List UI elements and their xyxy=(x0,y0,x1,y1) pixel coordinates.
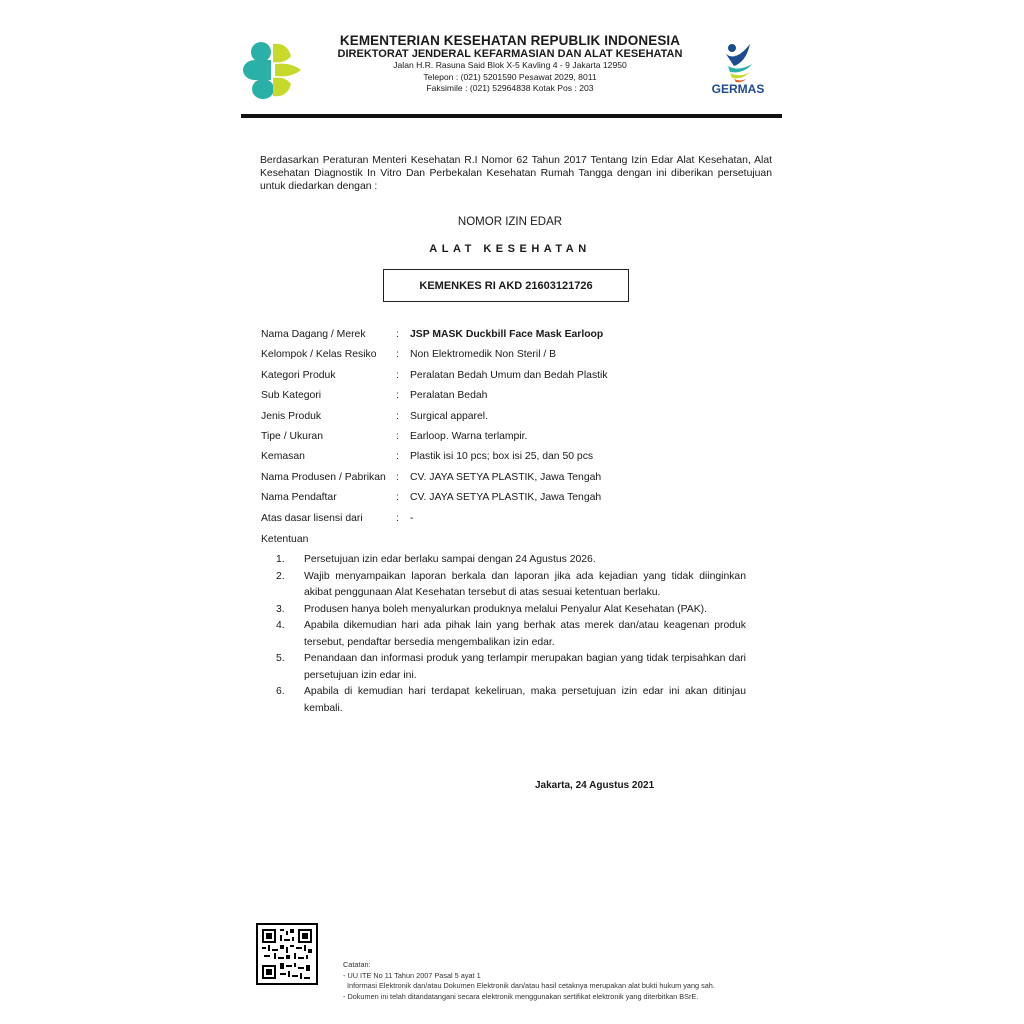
fax-line: Faksimile : (021) 52964838 Kotak Pos : 203 xyxy=(426,83,594,93)
ketentuan-text: Penandaan dan informasi produk yang terlampir merupakan bagian yang tidak terpisahkan dari persetujuan izin edar ini. xyxy=(304,653,746,681)
detail-separator: : xyxy=(396,451,399,463)
ketentuan-text: Persetujuan izin edar berlaku sampai dengan 24 Agustus 2026. xyxy=(304,554,596,565)
footer-note: Informasi Elektronik dan/atau Dokumen Elektronik dan/atau hasil cetaknya merupakan alat bukti hukum yang sah. xyxy=(347,981,715,990)
detail-separator: : xyxy=(396,471,399,483)
letterhead xyxy=(320,34,700,95)
ketentuan-item xyxy=(276,602,746,619)
ketentuan-number: 2. xyxy=(276,570,285,582)
ketentuan-number: 1. xyxy=(276,554,285,565)
address-line: Jalan H.R. Rasuna Said Blok X-5 Kavling 4 - 9 Jakarta 12950 xyxy=(393,60,627,70)
ketentuan-text: Apabila di kemudian hari terdapat kekeliruan, maka persetujuan izin edar ini akan ditinjau kembali. xyxy=(304,686,746,714)
ketentuan-number: 5. xyxy=(276,653,285,664)
ketentuan-title: Ketentuan xyxy=(261,534,309,545)
detail-separator: : xyxy=(396,390,399,402)
detail-row xyxy=(261,349,781,369)
footer-note: - Dokumen ini telah ditandatangani secara elektronik menggunakan sertifikat elektronik yang diterbitkan BSrE. xyxy=(343,991,699,1001)
detail-value: Plastik isi 10 pcs; box isi 25, dan 50 pcs xyxy=(410,451,594,463)
alat-kesehatan-heading: ALAT KESEHATAN xyxy=(429,243,591,255)
detail-value: Peralatan Bedah xyxy=(410,390,488,402)
detail-row xyxy=(261,329,781,349)
qr-code-icon xyxy=(256,923,318,985)
detail-separator: : xyxy=(396,492,399,504)
detail-label: Tipe / Ukuran xyxy=(261,430,323,442)
detail-separator: : xyxy=(396,512,399,524)
detail-label: Kelompok / Kelas Resiko xyxy=(261,349,377,361)
detail-value: Surgical apparel. xyxy=(410,410,488,422)
detail-value: JSP MASK Duckbill Face Mask Earloop xyxy=(410,329,604,340)
akd-number-box xyxy=(383,269,629,302)
footer-note: - UU ITE No 11 Tahun 2007 Pasal 5 ayat 1 xyxy=(343,970,481,980)
ketentuan-item xyxy=(276,552,746,569)
ministry-name: KEMENTERIAN KESEHATAN REPUBLIK INDONESIA xyxy=(339,33,681,48)
detail-label: Kategori Produk xyxy=(261,369,336,381)
detail-row xyxy=(261,411,781,431)
detail-row xyxy=(261,370,781,390)
ketentuan-item xyxy=(276,569,746,602)
detail-label: Nama Produsen / Pabrikan xyxy=(261,471,386,483)
detail-value: Peralatan Bedah Umum dan Bedah Plastik xyxy=(410,369,608,381)
ketentuan-list xyxy=(276,552,746,717)
detail-separator: : xyxy=(396,329,399,340)
product-details xyxy=(261,329,781,533)
detail-value: - xyxy=(410,512,414,524)
ketentuan-number: 4. xyxy=(276,620,285,631)
detail-row xyxy=(261,472,781,492)
germas-label: GERMAS xyxy=(711,82,765,96)
detail-separator: : xyxy=(396,430,399,442)
detail-label: Kemasan xyxy=(261,451,305,463)
place-date: Jakarta, 24 Agustus 2021 xyxy=(535,780,655,791)
ketentuan-text: Wajib menyampaikan laporan berkala dan laporan jika ada kejadian yang tidak diinginkan akibat penggunaan Alat Kesehatan tersebut di atas sesuai ketentuan berlaku. xyxy=(304,570,746,598)
detail-separator: : xyxy=(396,369,399,381)
phone-line: Telepon : (021) 5201590 Pesawat 2029, 8011 xyxy=(423,71,597,82)
detail-label: Nama Pendaftar xyxy=(261,492,337,504)
ketentuan-item xyxy=(276,684,746,717)
footer-notes xyxy=(343,960,783,1002)
ketentuan-text: Apabila dikemudian hari ada pihak lain yang berhak atas merek dan/atau keagenan produk tersebut, pendaftar bersedia mengembalikan izin edar. xyxy=(304,620,746,648)
header-divider xyxy=(241,114,782,118)
detail-label: Jenis Produk xyxy=(261,410,322,422)
detail-row xyxy=(261,431,781,451)
detail-row xyxy=(261,451,781,471)
detail-value: CV. JAYA SETYA PLASTIK, Jawa Tengah xyxy=(410,471,602,483)
detail-separator: : xyxy=(396,410,399,422)
directorate-name: DIREKTORAT JENDERAL KEFARMASIAN DAN ALAT KESEHATAN xyxy=(337,48,683,60)
detail-row xyxy=(261,513,781,533)
ketentuan-number: 6. xyxy=(276,686,285,697)
ketentuan-number: 3. xyxy=(276,603,285,615)
akd-number: KEMENKES RI AKD 21603121726 xyxy=(419,279,593,292)
detail-separator: : xyxy=(396,349,399,361)
intro-paragraph: Berdasarkan Peraturan Menteri Kesehatan R.I Nomor 62 Tahun 2017 Tentang Izin Edar Alat Kesehatan, Alat Kesehatan Diagnostik In Vitro Dan Perbekalan Kesehatan Rumah Tangga dengan ini diberikan persetujuan untuk diedarkan dengan : xyxy=(260,155,772,192)
detail-label: Nama Dagang / Merek xyxy=(261,329,366,340)
detail-label: Atas dasar lisensi dari xyxy=(261,512,363,524)
ketentuan-item xyxy=(276,618,746,651)
detail-value: Non Elektromedik Non Steril / B xyxy=(410,349,557,361)
detail-label: Sub Kategori xyxy=(261,390,322,402)
kemenkes-logo-icon xyxy=(243,38,305,102)
ketentuan-text: Produsen hanya boleh menyalurkan produknya melalui Penyalur Alat Kesehatan (PAK). xyxy=(304,603,707,615)
catatan-title: Catatan: xyxy=(343,960,371,969)
detail-row xyxy=(261,390,781,410)
detail-value: Earloop. Warna terlampir. xyxy=(410,430,528,442)
nomor-izin-edar-heading: NOMOR IZIN EDAR xyxy=(457,216,563,228)
detail-row xyxy=(261,492,781,512)
ketentuan-item xyxy=(276,651,746,684)
detail-value: CV. JAYA SETYA PLASTIK, Jawa Tengah xyxy=(410,492,602,504)
